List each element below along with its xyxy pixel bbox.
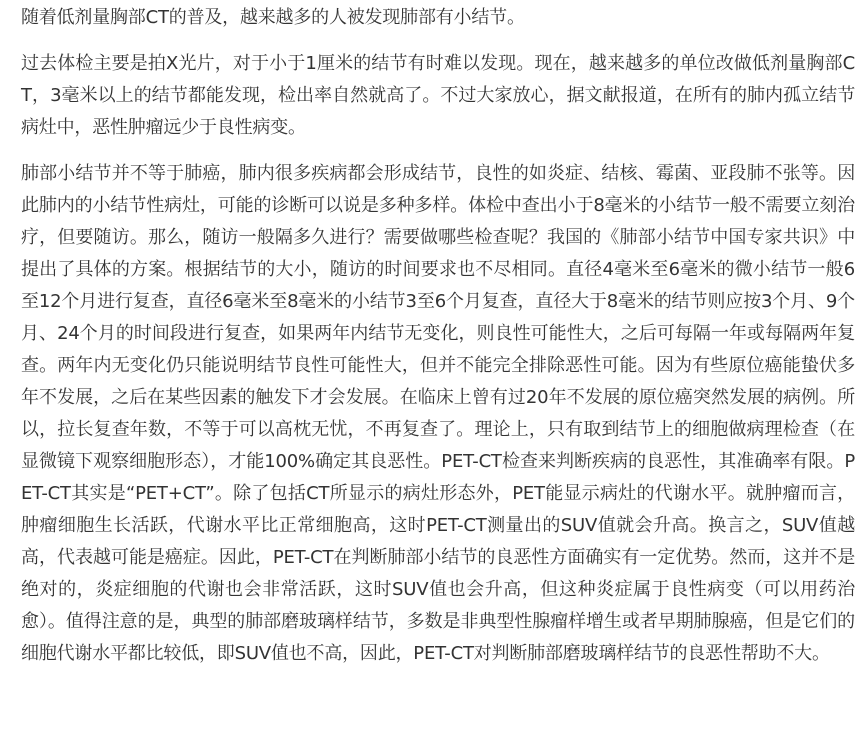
paragraph-followup: 肺部小结节并不等于肺癌，肺内很多疾病都会形成结节，良性的如炎症、结核、霉菌、亚段肺不张等。因此肺内的小结节性病灶，可能的诊断可以说是多种多样。体检中查出小于8毫米的小结节一般不需要立刻治疗，但要随访。那么，随访一般隔多久进行？需要做哪些检查呢？我国的《肺部小结节中国专家共识》中提出了具体的方案。根据结节的大小，随访的时间要求也不尽相同。直径4毫米至6毫米的微小结节一般6至12个月进行复查，直径6毫米至8毫米的小结节3至6个月复查，直径大于8毫米的结节则应按3个月、9个月、24个月的时间段进行复查，如果两年内结节无变化，则良性可能性大，之后可每隔一年或每隔两年复查。两年内无变化仍只能说明结节良性可能性大，但并不能完全排除恶性可能。因为有些原位癌能蛰伏多年不发展，之后在某些因素的触发下才会发展。在临床上曾有过20年不发展的原位癌突然发展的病例。所以，拉长复查年数，不等于可以高枕无忧，不再复查了。理论上，只有取到结节上的细胞做病理检查（在显微镜下观察细胞形态），才能100%确定其良恶性。PET-CT检查来判断疾病的良恶性，其准确率有限。PET-CT其实是“PET+CT”。除了包括CT所显示的病灶形态外，PET能显示病灶的代谢水平。就肿瘤而言，肿瘤细胞生长活跃，代谢水平比正常细胞高，这时PET-CT测量出的SUV值就会升高。换言之，SUV值越高，代表越可能是癌症。因此，PET-CT在判断肺部小结节的良恶性方面确实有一定优势。然而，这并不是绝对的，炎症细胞的代谢也会非常活跃，这时SUV值也会升高，但这种炎症属于良性病变（可以用药治愈）。值得注意的是，典型的肺部磨玻璃样结节，多数是非典型性腺瘤样增生或者早期肺腺癌，但是它们的细胞代谢水平都比较低，即SUV值也不高，因此，PET-CT对判断肺部磨玻璃样结节的良恶性帮助不大。 [21,163,855,664]
paragraph-intro: 随着低剂量胸部CT的普及，越来越多的人被发现肺部有小结节。 [21,7,525,28]
paragraph-detection: 过去体检主要是拍X光片，对于小于1厘米的结节有时难以发现。现在，越来越多的单位改做低剂量胸部CT，3毫米以上的结节都能发现，检出率自然就高了。不过大家放心，据文献报道，在所有的肺内孤立结节病灶中，恶性肿瘤远少于良性病变。 [21,53,855,138]
